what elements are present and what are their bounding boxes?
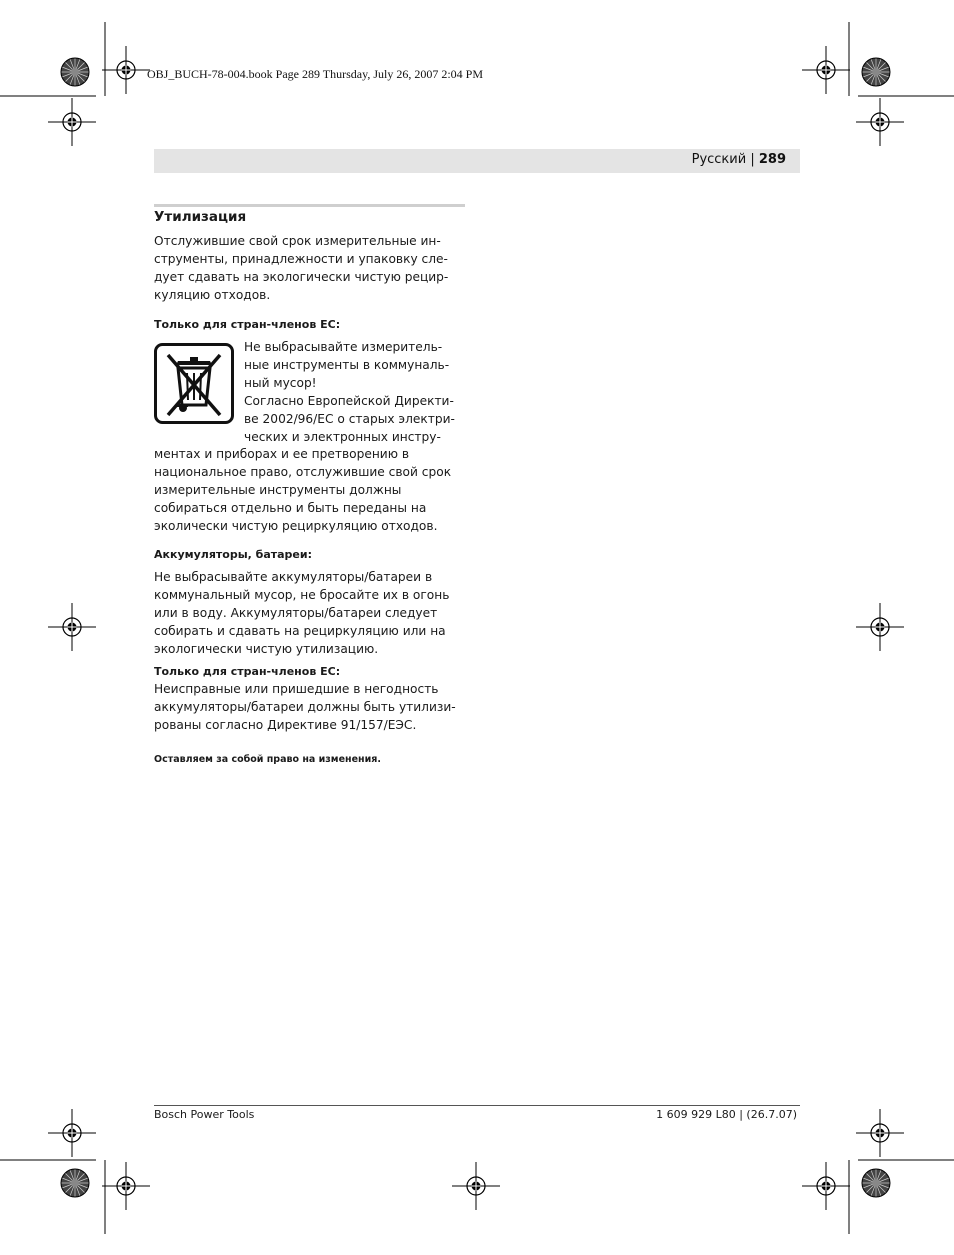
rights-note: Оставляем за собой право на изменения. bbox=[154, 754, 381, 765]
eu-text-continued: ментах и приборах и ее претворению в национальное право, отслужившие свой срок измерительные инструменты должны собираться отдельно и быть переданы на эколически чистую рециркуляцию отходов. bbox=[154, 447, 452, 533]
page-number: 289 bbox=[758, 152, 786, 167]
header-separator: | bbox=[750, 152, 755, 167]
section-rule bbox=[154, 204, 465, 207]
crossed-out-wheelie-bin-icon bbox=[154, 343, 234, 425]
eu-text-beside-icon: Не выбрасывайте измеритель- ные инструменты в коммуналь- ный мусор! Согласно Европейской Директи- ве 2002/96/ЕС о старых электри- ческих и электронных инстру- bbox=[244, 340, 455, 444]
battery-heading: Аккумуляторы, батареи: bbox=[154, 548, 313, 561]
header-language: Русский bbox=[691, 152, 747, 167]
battery-eu-paragraph: Неисправные или пришедшие в негодность аккумуляторы/батареи должны быть утилизи- рованы согласно Директиве 91/157/ЕЭС. bbox=[154, 682, 456, 732]
footer-rule bbox=[154, 1105, 800, 1106]
page-header bbox=[154, 149, 800, 173]
eu-heading: Только для стран-членов ЕС: bbox=[154, 318, 341, 331]
section-title: Утилизация bbox=[154, 209, 247, 225]
slug-line: OBJ_BUCH-78-004.book Page 289 Thursday, July 26, 2007 2:04 PM bbox=[147, 67, 484, 81]
battery-eu-heading: Только для стран-членов ЕС: bbox=[154, 665, 341, 678]
intro-paragraph: Отслужившие свой срок измерительные ин- струменты, принадлежности и упаковку сле- дует сдавать на экологически чистую рецир- куляцию отходов. bbox=[154, 234, 449, 302]
header-text bbox=[692, 152, 786, 167]
battery-paragraph: Не выбрасывайте аккумуляторы/батареи в коммунальный мусор, не бросайте их в огонь или в воду. Аккумуляторы/батареи следует собирать и сдавать на рециркуляцию или на экологически чистую утилизацию. bbox=[154, 570, 450, 656]
footer-brand: Bosch Power Tools bbox=[154, 1108, 255, 1121]
footer-doc-number: 1 609 929 L80 | (26.7.07) bbox=[656, 1108, 797, 1121]
